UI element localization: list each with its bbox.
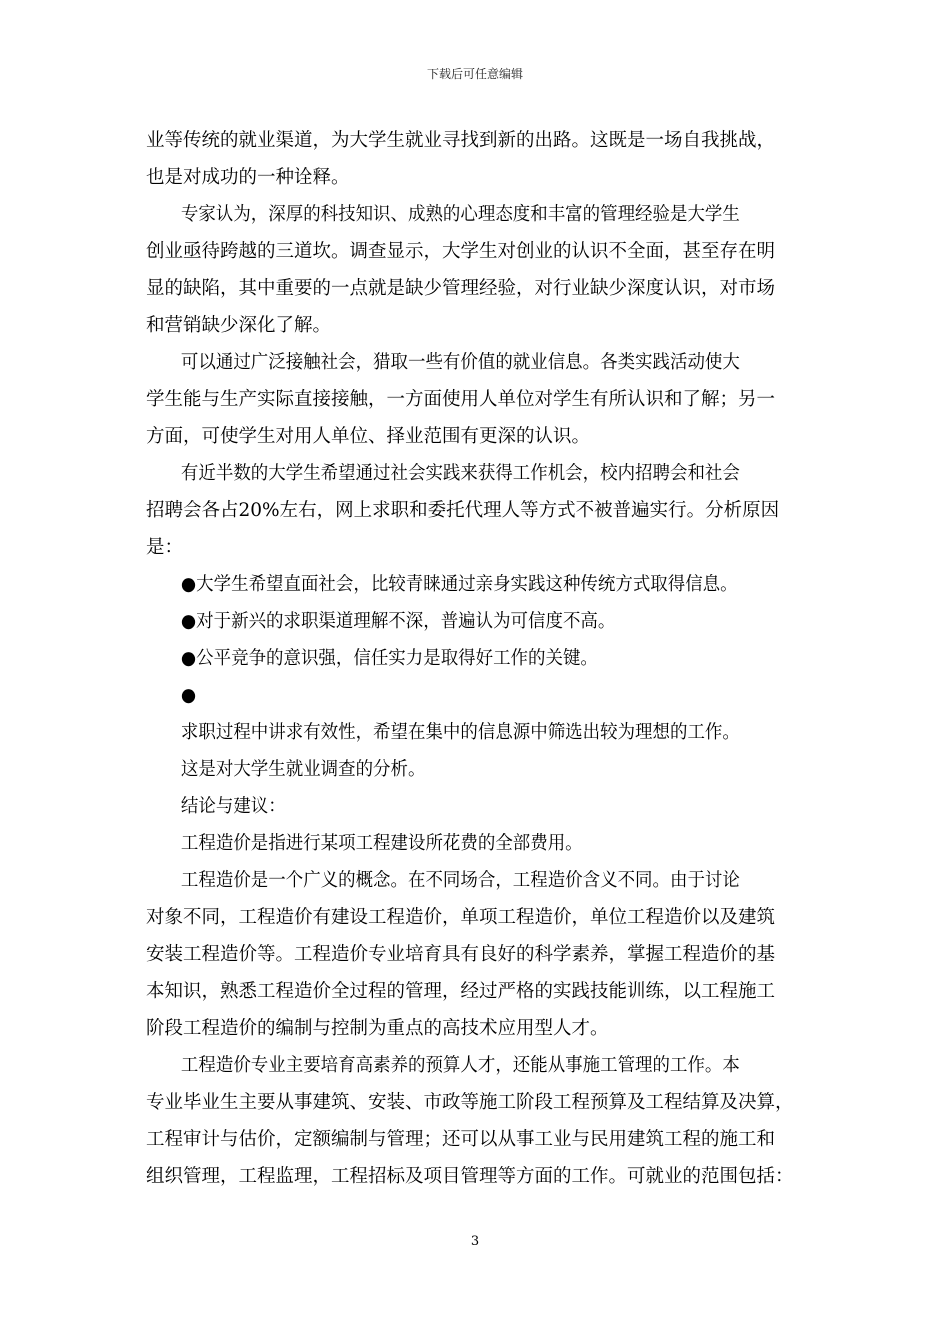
text-line: 阶段工程造价的编制与控制为重点的高技术应用型人才。 [146, 1018, 609, 1039]
text-line: ●大学生希望直面社会，比较青睐通过亲身实践这种传统方式取得信息。 [180, 574, 738, 595]
paragraph [146, 196, 808, 344]
text-line: 工程造价专业主要培育高素养的预算人才，还能从事施工管理的工作。本 [180, 1055, 740, 1076]
text-line: 学生能与生产实际直接接触，一方面使用人单位对学生有所认识和了解；另一 [146, 389, 776, 410]
paragraph [146, 714, 808, 751]
text-line: 本知识，熟悉工程造价全过程的管理，经过严格的实践技能训练，以工程施工 [146, 981, 776, 1002]
paragraph [146, 640, 808, 677]
text-line: 工程造价是一个广义的概念。在不同场合，工程造价含义不同。由于讨论 [180, 870, 740, 891]
page-number: 3 [470, 1234, 480, 1249]
text-line: ●公平竞争的意识强，信任实力是取得好工作的关键。 [180, 648, 598, 669]
paragraph [146, 751, 808, 788]
paragraph [146, 344, 808, 455]
paragraph [146, 455, 808, 566]
text-line: 对象不同，工程造价有建设工程造价，单项工程造价，单位工程造价以及建筑 [146, 907, 776, 928]
paragraph [146, 788, 808, 825]
text-line: 工程造价是指进行某项工程建设所花费的全部费用。 [180, 833, 583, 854]
text-line: 这是对大学生就业调查的分析。 [180, 759, 426, 780]
paragraph [146, 566, 808, 603]
paragraph [146, 122, 808, 196]
text-line: 求职过程中讲求有效性，希望在集中的信息源中筛选出较为理想的工作。 [180, 722, 740, 743]
paragraph [146, 862, 808, 1047]
text-line: 组织管理，工程监理，工程招标及项目管理等方面的工作。可就业的范围包括： [146, 1166, 794, 1187]
text-line: 显的缺陷，其中重要的一点就是缺少管理经验，对行业缺少深度认识，对市场 [146, 278, 776, 299]
text-line: 也是对成功的一种诠释。 [146, 167, 350, 188]
text-line: 方面，可使学生对用人单位、择业范围有更深的认识。 [146, 426, 591, 447]
page-header: 下载后可任意编辑 [426, 67, 523, 81]
paragraph [146, 677, 808, 714]
text-line: ● [180, 685, 197, 706]
text-line: 专业毕业生主要从事建筑、安装、市政等施工阶段工程预算及工程结算及决算， [146, 1092, 794, 1113]
paragraph [146, 1047, 808, 1195]
text-line: 可以通过广泛接触社会，猎取一些有价值的就业信息。各类实践活动使大 [180, 352, 740, 373]
text-line: 业等传统的就业渠道，为大学生就业寻找到新的出路。这既是一场自我挑战， [146, 130, 776, 151]
text-line: 是： [146, 537, 184, 558]
paragraph [146, 603, 808, 640]
text-line: 有近半数的大学生希望通过社会实践来获得工作机会，校内招聘会和社会 [180, 463, 740, 484]
text-line: 专家认为，深厚的科技知识、成熟的心理态度和丰富的管理经验是大学生 [180, 204, 740, 225]
text-line: 和营销缺少深化了解。 [146, 315, 332, 336]
text-line: 结论与建议： [180, 796, 286, 817]
text-line: 招聘会各占20%左右，网上求职和委托代理人等方式不被普遍实行。分析原因 [146, 500, 780, 521]
document-body [146, 122, 808, 1195]
paragraph [146, 825, 808, 862]
text-line: ●对于新兴的求职渠道理解不深，普遍认为可信度不高。 [180, 611, 616, 632]
text-line: 工程审计与估价，定额编制与管理；还可以从事工业与民用建筑工程的施工和 [146, 1129, 776, 1150]
text-line: 安装工程造价等。工程造价专业培育具有良好的科学素养，掌握工程造价的基 [146, 944, 776, 965]
text-line: 创业亟待跨越的三道坎。调查显示，大学生对创业的认识不全面，甚至存在明 [146, 241, 776, 262]
